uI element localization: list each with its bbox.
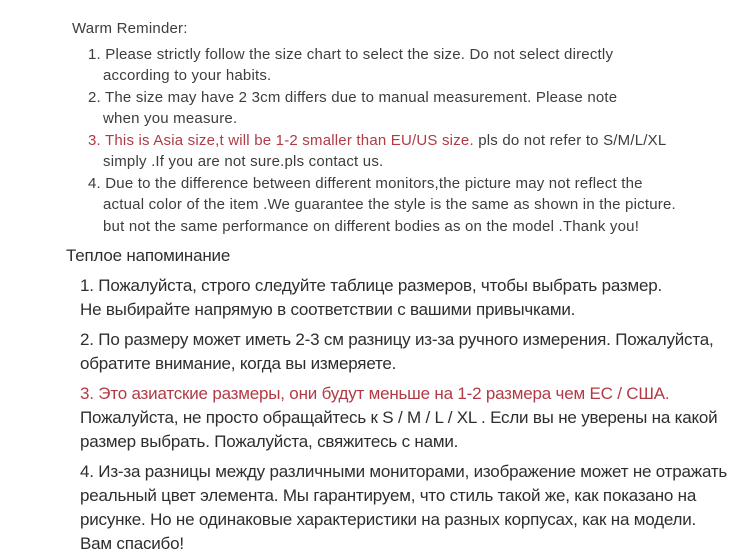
- english-item-3-line-2: simply .If you are not sure.pls contact us.: [103, 153, 384, 170]
- english-item-4: [72, 173, 676, 238]
- russian-item-3-line-2: Пожалуйста, не просто обращайтесь к S / M / L / XL . Если вы не уверены на какой: [80, 408, 718, 427]
- english-item-4-line-2: actual color of the item .We guarantee the style is the same as shown in the picture.: [103, 196, 676, 213]
- russian-item-3-red-warning: 3. Это азиатские размеры, они будут меньше на 1-2 размера чем ЕС / США.: [80, 384, 670, 403]
- russian-item-2-line-1: 2. По размеру может иметь 2-3 см разницу из-за ручного измерения. Пожалуйста,: [80, 330, 714, 349]
- english-item-4-line-1: 4. Due to the difference between different monitors,the picture may not reflect the: [88, 174, 643, 192]
- russian-item-3-line-3: размер выбрать. Пожалуйста, свяжитесь с нами.: [80, 432, 459, 451]
- english-item-2: [72, 87, 676, 130]
- russian-item-3: [66, 382, 727, 454]
- english-item-3-line-1-black: pls do not refer to S/M/L/XL: [473, 131, 667, 149]
- russian-item-4-line-1: 4. Из-за разницы между различными мониторами, изображение может не отражать: [80, 462, 728, 481]
- russian-item-2-line-2: обратите внимание, когда вы измеряете.: [80, 354, 397, 373]
- russian-item-1-line-2: Не выбирайте напрямую в соответствии с вашими привычками.: [80, 300, 576, 319]
- english-item-1: [72, 44, 676, 87]
- warm-reminder-english-section: [72, 18, 676, 237]
- russian-item-4-line-2: реальный цвет элемента. Мы гарантируем, что стиль такой же, как показано на: [80, 486, 697, 505]
- english-item-2-line-1: 2. The size may have 2 3cm differs due to manual measurement. Please note: [88, 88, 618, 106]
- english-item-1-line-2: according to your habits.: [103, 67, 272, 84]
- english-item-3: [72, 130, 676, 173]
- english-item-3-red-warning: 3. This is Asia size,t will be 1-2 smaller than EU/US size.: [88, 131, 474, 149]
- russian-item-1-line-1: 1. Пожалуйста, строго следуйте таблице размеров, чтобы выбрать размер.: [80, 276, 663, 295]
- russian-item-4-line-3: рисунке. Но не одинаковые характеристики на разных корпусах, как на модели.: [80, 510, 697, 529]
- warm-reminder-russian-section: [66, 244, 727, 556]
- russian-item-4: [66, 460, 727, 556]
- russian-section-title: Теплое напоминание: [66, 246, 231, 265]
- russian-item-4-line-4: Вам спасибо!: [80, 534, 184, 553]
- english-section-title: Warm Reminder:: [72, 20, 188, 37]
- english-item-1-line-1: 1. Please strictly follow the size chart to select the size. Do not select directly: [88, 45, 614, 63]
- russian-item-2: [66, 328, 727, 376]
- english-item-3-line-1: [88, 130, 676, 152]
- english-item-2-line-2: when you measure.: [103, 110, 238, 127]
- russian-item-1: [66, 274, 727, 322]
- english-item-4-line-3: but not the same performance on different bodies as on the model .Thank you!: [103, 217, 640, 235]
